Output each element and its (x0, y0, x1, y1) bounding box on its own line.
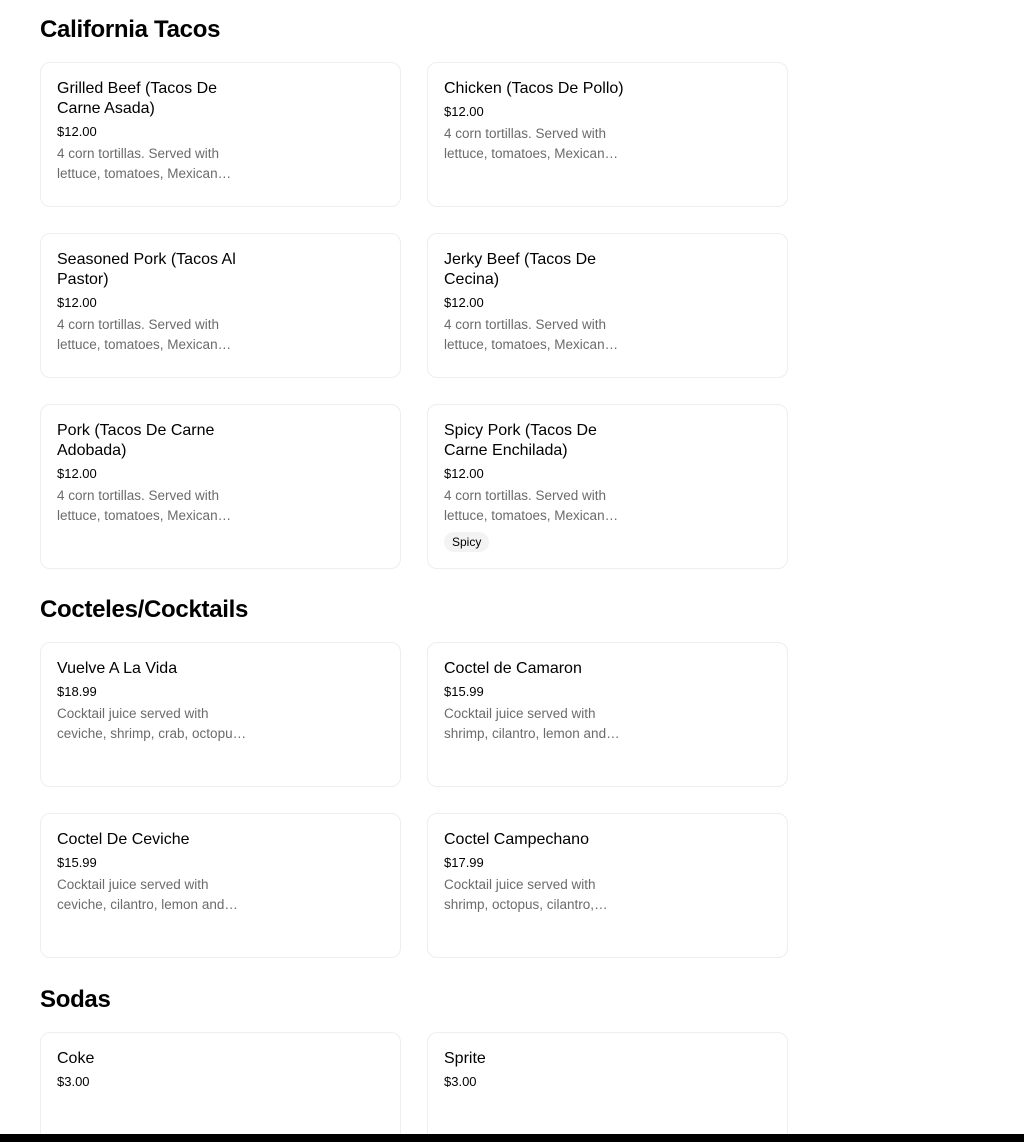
item-description: Cocktail juice served with ceviche, shrimp, crab, octopus (57, 706, 240, 741)
item-name: Coctel Campechano (444, 831, 589, 848)
section-title-cocktails: Cocteles/Cocktails (40, 596, 249, 623)
section-title-california-tacos: California Tacos (40, 16, 221, 43)
item-name: Sprite (444, 1050, 486, 1067)
menu-item-card[interactable] (40, 1032, 401, 1142)
item-price: $12.00 (57, 295, 97, 310)
menu-item-card[interactable] (427, 404, 788, 569)
section-title-sodas: Sodas (40, 986, 111, 1013)
item-name: Seasoned Pork (Tacos Al Pastor) (57, 251, 236, 288)
item-name: Pork (Tacos De Carne Adobada) (57, 422, 215, 459)
menu-item-card[interactable] (427, 62, 788, 207)
item-price: $12.00 (57, 124, 97, 139)
menu-item-card[interactable] (427, 642, 788, 787)
menu-item-card[interactable] (427, 813, 788, 958)
item-name: Coctel de Camaron (444, 660, 582, 677)
item-price: $12.00 (444, 295, 484, 310)
item-description: 4 corn tortillas. Served with lettuce, tomatoes, Mexican (444, 488, 607, 523)
menu-item-card[interactable] (40, 813, 401, 958)
item-price: $3.00 (444, 1074, 477, 1089)
item-price: $18.99 (57, 684, 97, 699)
menu-item-card[interactable] (40, 642, 401, 787)
item-price: $15.99 (444, 684, 484, 699)
item-name: Chicken (Tacos De Pollo) (444, 80, 624, 97)
item-price: $15.99 (57, 855, 97, 870)
item-description: Cocktail juice served with ceviche, cilantro, lemon and (57, 877, 225, 912)
menu-item-card[interactable] (427, 233, 788, 378)
item-price: $3.00 (57, 1074, 90, 1089)
menu-item-card[interactable] (427, 1032, 788, 1142)
item-description: Cocktail juice served with shrimp, cilantro, lemon and (444, 706, 607, 741)
item-description: 4 corn tortillas. Served with lettuce, tomatoes, Mexican (444, 317, 607, 352)
item-name: Vuelve A La Vida (57, 660, 178, 677)
item-description: 4 corn tortillas. Served with lettuce, tomatoes, Mexican (57, 488, 220, 523)
item-description: 4 corn tortillas. Served with lettuce, tomatoes, Mexican (444, 126, 607, 161)
item-price: $17.99 (444, 855, 484, 870)
item-name: Coke (57, 1050, 95, 1067)
item-name: Spicy Pork (Tacos De Carne Enchilada) (444, 422, 597, 459)
spicy-badge: Spicy (444, 532, 489, 552)
menu-item-card[interactable] (40, 404, 401, 569)
menu-item-card[interactable] (40, 233, 401, 378)
item-price: $12.00 (444, 466, 484, 481)
item-description: 4 corn tortillas. Served with lettuce, tomatoes, Mexican (57, 317, 220, 352)
item-name: Coctel De Ceviche (57, 831, 190, 848)
menu-item-card[interactable] (40, 62, 401, 207)
item-description: 4 corn tortillas. Served with lettuce, tomatoes, Mexican (57, 146, 220, 181)
item-name: Grilled Beef (Tacos De Carne Asada) (57, 80, 218, 117)
item-price: $12.00 (57, 466, 97, 481)
item-price: $12.00 (444, 104, 484, 119)
bottom-bar (0, 1134, 1024, 1142)
item-name: Jerky Beef (Tacos De Cecina) (444, 251, 597, 288)
item-description: Cocktail juice served with shrimp, octopus, cilantro, (444, 877, 596, 912)
